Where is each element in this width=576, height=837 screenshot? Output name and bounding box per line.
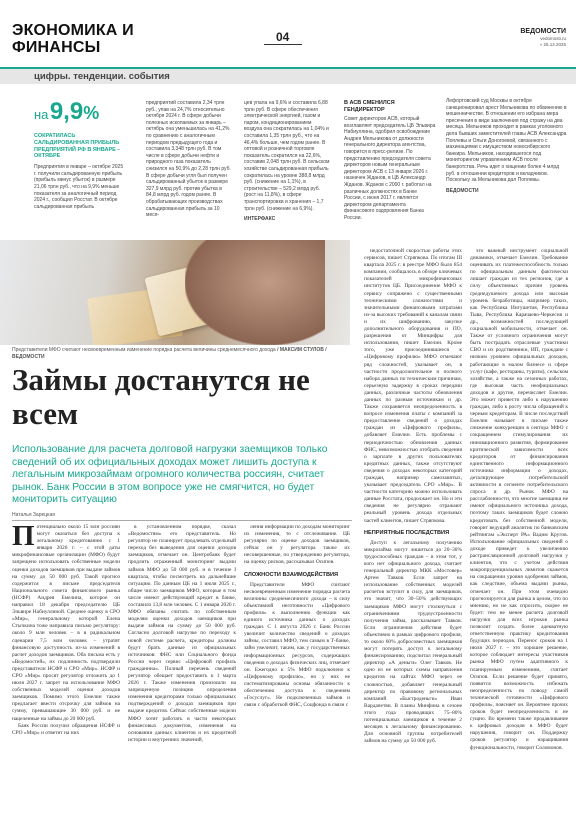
brief-profit <box>34 98 124 214</box>
brief-asv-title: В АСВ СМЕНИЛСЯ ГЕНДИРЕКТОР <box>344 100 395 113</box>
drop-cap: П <box>12 524 35 552</box>
brief-profit-text-1: Предприятия в январе – октябре 2025 г. получили сальдированную прибыль (прибыль минус убыток) в размере 21,06 трлн руб., что на 9,9% меньше показателя за аналогичный период 2024 г., сообщил Росстат. В октябре сальдированная прибыль <box>34 164 124 210</box>
article-column-5 <box>470 248 568 830</box>
article-text-1b: Банк России получил обращения НСФР и СРО «Мир» и ответит на них <box>12 722 120 736</box>
article-text-3b: Представители МФО считают несвоевременным изменение порядка расчета величины среднемесячного дохода – в силу объективной неготовности «Цифрового профиля» к выполнению функции как единого источника данных о доходах граждан. С 1 августа 2026 г. Банк России увеличит количество сведений о доходах займы, составил МФО, тем самым в Т-банке, займ увеличит, таким, как у государственных информационных ресурсов, содержащих сведения о доходах физических лиц, отмечает он. Ежегодно к 5% МФО подключено к «Цифровому профилю», но у них не систематизированы основы обязанности к обеспечению доступа к сведениям «Госуслуг». Не подключенных займов и связи с обработкой ФНС, Соцфонда в связи с <box>244 581 350 709</box>
stat-prefix: на <box>34 107 49 122</box>
page-number-rule <box>264 44 302 45</box>
article-text-5: это важный инструмент социальной динамики, отмечает Емелин. Требование оценивать их платежеспособность только по официальным данным фактически лишает граждан из тех регионов, где в силу объективных причин уровень среднедушевого дохода или высокая уровень безработицы, например таких, как Республика Ингушетия, Республика Тыва, Республика Карачаево-Черкесия и др., возможностей последующей социальной мобильности, отмечает он. Также от условного ограничения могут быть пострадать отраслевые участники СВО и их родственники, ИП, граждане с низким уровнем официальных доходов, работающие в малом бизнесе и сфере услуг (кафе, рестораны, туризм), сельском хозяйстве, а также на сезонных работах, где высокая часть неофициальных доходов и другие, перечисляет Емелин. Это может привести либо к нарушению граждан, либо к росту числа обращений к черным кредиторам. В числе последствий Емелин называет в письме также снижение конкуренции в сектора МФО с сокращением стимулирования их инновационного развития, формирование критической зависимости всех кредиторов от финансирования единственного информационного источника информации о доходах, деталирующее потребительской активности в сегменте потребительского спроса и др. Рынок МФО на расслабленности, что многие заемщики не имеют официального источника дохода, поэтому таких заемщиков будет сложно кредитовать без собственной модели, говорит ведущий аналитик по банковским рейтингам «Эксперт РА» Вадим Кругов. Использование официальных сведений о доходе приведет к увеличению растрансляционной долговой нагрузки у клиентов, что с учетом действия макропруденциальных лимитов скажется на сокращении уровня одобрения займов, как следствие, объема выдачи рынка, отмечает он. При этом очевидно прогнозируется для рынка в целом, что по мнению, но не как спросить, скорее не будет: тем не менее расчета долговой нагрузки для всех игроков рынка позволит создать более адекватную ответственную практику кредитования будущих периодов. Перенос сроков на 1 июля 2027 г. – это хорошее решение, которое соблюдает интересы участников рынка МФО путем адаптивного к планируемым изменениям, считает Осипов. Если решение будет принято, появится возможность избежать неопределенность по поводу самой технической готовности «Цифрового профиля», поясняет он. Вероятнее прочих сроков будет неопределенность и не сущно. Во времени также продавливание к цифровых доходов в МФО будет нарушения, говорит он. Поддержку сроков регулятор и наращивания функциональности, говорит Соломонов. <box>470 248 568 751</box>
vedomosti-logo <box>520 28 566 47</box>
article-headline: Займы достанутся не всем <box>12 362 310 431</box>
stat-caption: СОКРАТИЛАСЬ САЛЬДИРОВАННАЯ ПРИБЫЛЬ ПРЕДПРИЯТИЙ РФ В ЯНВАРЕ – ОКТЯБРЕ <box>34 133 121 160</box>
brief-profit-text-2: предприятий составила 2,34 трлн руб., упав на 24,7% относительно октября 2024 г. В сфере добычи полезных ископаемых за январь – октябрь она уменьшилась на 41,2% по сравнению с аналогичным периодом предыдущего года и составила 3,348 трлн руб. В том числе в сфере добычи нефти и природного газа показатель снизился на 50,9% до 2,28 трлн руб. В сфере добычи угля был получен сальдированный убыток в размере 327,9 млрд руб. против убытка в 84,8 млрд руб. годом ранее. В обрабатывающих производствах сальдированная прибыль за 10 меся- <box>146 100 231 219</box>
brief-profit-text-3: цев упала на 9,6% и составила 6,88 трлн руб. В сфере обеспечения электрической энергией, газом и паром, кондиционированием воздуха она сократилась на 1,04% и составила 1,35 трлн руб., что на 46,4% больше, чем годом ранее. В оптовой и розничной торговле показатель сократился на 22,6%, составив 2,048 трлн руб. В сельском хозяйстве сальдированная прибыль сократилась на уровне 388,8 млрд руб. (снижение на 1,1%), в строительстве – 529,2 млрд руб. (рост на 11,8%), в сфере транспортировки и хранения – 1,7 трлн руб. (снижение на 6,9%). <box>244 100 330 212</box>
section-band <box>0 67 576 84</box>
brief-profit-col2 <box>146 100 232 238</box>
brand-site: vedomosti.ru <box>540 36 566 41</box>
subheading-consequences: НЕПРИЯТНЫЕ ПОСЛЕДСТВИЯ <box>364 529 450 536</box>
brief-asv-text-2: Лефортовский суд Москвы в октябре санкционировал арест Мельникова по обвинению в мошенничестве. В отношении его избрана мера пресечения в виде заключения под стражу на два месяца. Мельников проходит в рамках уголовного дела бывших заместителей главы АСВ Александра Поплевы и Ольги Доногоевой, связанного с махинациями с имуществом новосибирского банкира. Мельников, находившегося под мониторингом управлением АСВ после банкротства. Речь идет о хищении более 4 млрд руб. в отношении кредиторов и вкладчиков. Поскольку за Мельникова дал Поплевы. <box>446 98 567 184</box>
byline: Наталья Зарецкая <box>12 512 55 518</box>
divider <box>12 520 352 521</box>
stat-unit: % <box>83 103 100 123</box>
section-band-label: цифры. тенденции. события <box>34 71 170 82</box>
article-column-3 <box>244 524 350 830</box>
section-title: ЭКОНОМИКА И ФИНАНСЫ <box>12 22 134 56</box>
brief-asv-source: ВЕДОМОСТИ <box>446 187 479 194</box>
article-text-4: недостаточной скоростью работы этих сервисов, пишет Стряпкова. По итогам III квартала 2025 г. в реестре МФО было 854 компании, сообщалось в обзоре ключевых показателей микрофинансовых институтов ЦБ. Присоединение МФО к сервису сопряжено с существенными техническими сложностями и значительными финансовыми затратами из-за высоких требований к каналам связи и их шифрованию, закупке дополнительного оборудования и ПО, разрешения от Минцифры для использования, пишет Емелин. Кроме того, уже присоединившиеся к «Цифровому профилю» МФО отмечают ряд сложностей, указывает он, в частности продолжительное и полного набора данных по техническим причинам, серьезную задержку в сроках передачи данных, различные частоты обновления данных по разным источникам и др. Также сохраняется неопределенность в вопросе изменения платы с компаний за предоставление сведений о доходах граждан из «Цифрового профиля», добавляет Емелин. Есть проблемы с периодичностью обновления данных ФНС, невозможностью отобрать сведения о зарплате в других пользователях кредитных данных, также отсутствуют сведения о доходах некоторых категорий граждан, например самозанятых, указывает председатель СРО «Мир». В частности категорию можно использовать данные Росстата, продолжает он. Но и эти сведения не регулярно отражают реальный уровень дохода отдельных частей клиентов, пишет Стряпкова. <box>364 248 462 524</box>
article-text-2: в установленном порядке, сказал «Ведомостям» его представитель. Но регулятор не планирует продлевать отдельный переход без выведения для оценки доходов заемщиков, отмечает он. Центробанк будет продлить отраженный мониторинг выдачи займов МФО до 50 000 руб. и в течение I квартала, чтобы посмотреть на дальнейшие ситуацию. По данным ЦБ на 1 июля 2025 г., общее число заемщиков МФО, которые в том числе имеют действующий кредит в банке, составило 13,8 млн человек. С 1 января 2026 г. МФО обязаны считать по собственным моделям оценки доходов заемщиков при выдаче займов на сумму до 50 000 руб. Согласно долговой нагрузке по переходу к новой системе расчета, кредиторы должны будут брать данные из официальных источников: ФНС или Социального фонда России через сервис «Цифровой профиль гражданина». Полный перечень сведений регулятор обещает предоставить к 1 марта 2026 г. Также изменения произошли на запрещенную позицию определения изменения кредиторами только официальных подтверждений о доходах заемщиков при выдаче кредитов. Сейчас собственные модели МФО хотят работать в части некоторых финансовых документов, изменения на основании данных клиентов и их кредитной истории и внутренних значений, <box>128 524 236 743</box>
article-text-4b: Доступ к легальному получению микрозайма могут лишиться до 20–30% трудоспособных граждан – в этом тот, у кого нет официального дохода, считает генеральный директор МКК «Мостовер» Артем Тавков. Если запрет на использование собственных моделей расчетов вступит в силу, для заемщиков, это значит, что 30–50% действующих заемщиков МФО могут столкнуться с ограничениями трудоустроенности получения займа, рассказывает Тавков. Если ограничения действия будет объективно в рамках цифрового профиля, то около 60% добросовестных заемщиков могут потерять доступ к легальному финансированию, подсчитал генеральный директор «А деньги» Олег Тавков. Не одно из не которых схемы направления кредитов на сайтах МФО через ее сложностью, добавляет генеральный директор по правовому региональных компаний «Быстроденьги» Иван Вардапетян. В планы Минфина в сезоне этого года проводящих 75–80% потенциальных заемщиков в течение 2 месяцев к легальному финансированию. Для основной группы потребителей займов на сумму до 50 000 руб. <box>364 539 462 745</box>
subheading-complexity: СЛОЖНОСТИ ВЗАИМОДЕЙСТВИЯ <box>244 571 339 578</box>
article-column-4 <box>364 248 462 830</box>
photo-caption <box>12 347 352 360</box>
article-lead: Использование для расчета долговой нагрузки заемщиков только сведений об их официальных доходах может лишить доступа к легальным микрозаймам огромного количества россиян, считает рынок. Банк России в этом вопросе уже не смягчится, но будет мониторить ситуацию <box>12 444 328 506</box>
brief-asv-col2 <box>446 98 568 238</box>
stat-value: 9,9 <box>49 98 84 125</box>
photo-credit: / МАКСИМ СТУЛОВ / ВЕДОМОСТИ <box>12 347 327 360</box>
photo-caption-text: Представители МФО считают несвоевременным изменение порядка расчета величины среднемесячного дохода <box>12 347 276 353</box>
article-column-2 <box>128 524 236 830</box>
article-photo <box>0 240 350 345</box>
article-text-1: отенциально около 15 млн россиян могут оказаться без доступа к легальному кредитованию с 1 января 2026 г. – с этой даты микрофинансовые организации (МФО) будут запрещено использовать собственные модели оценки доходов заемщиков при выдаче займов на сумму до 50 000 руб. Такой прогноз содержится в письме председателя Национального совета финансового рынка (НСФР) Андрея Емелина, которое он направил 18 декабря председателю ЦБ Эльвире Набиуллиной. Среднее оценку в СРО «Мир», генеральному которой Елена Стычкина тоже направила письмо регулятору: около 9 млн человек – в в радикальном сценарии 7,5 млн человек – утратят финансовую доступность из-за изменений в расчет доходов заемщиков. Оба письма есть у «Ведомостей», их подлинность подтвердили представители НСФР и СРО «Мир». НСФР и СРО «Мир» просят регулятор отложить до 1 июля 2027 г. запрет на использование МФО собственных моделей оценки доходов заемщиков. Помимо этого Емелин также предлагает ввести отсрочку для займов на сумму, превышающие 30 000 руб. и не нацеленные на займы до 20 000 руб. <box>12 524 120 722</box>
brief-profit-col3 <box>244 100 330 238</box>
brand-name: ВЕДОМОСТИ <box>520 28 566 35</box>
brief-profit-source: ИНТЕРФАКС <box>244 216 276 223</box>
brief-asv-text-1: Совет директоров АСВ, который возглавляет председатель ЦБ Эльвира Набиуллина, одобрил освобождение Андрея Мельникова от должности генерального директора агентства, говорится в пресс-релизе. По представлению председателя совета директоров новым генеральным директором АСВ с 13 января 2026 г. назначен Жданов, в ЦБ Александр Жданов. Жданов с 2000 г. работал на различных должностях в Банке России, с июня 2017 г. является директором департамента финансового оздоровления Банка России. <box>344 116 436 221</box>
brand-date: » 25.12.2025 <box>539 42 566 47</box>
article-column-1 <box>12 524 120 830</box>
article-text-3: ления информации по доходам мониторинг их изменения, то с отслеживание. ЦБ регулярно по оценке доходов заемщиков, сейчас он у регулятора также их несовершенные, по утверждению регулятора, на оценку рисков, рассказывал Осипов. <box>244 524 350 566</box>
brief-asv <box>344 100 436 238</box>
page-number: 04 <box>276 30 290 44</box>
hand-image <box>185 240 325 345</box>
